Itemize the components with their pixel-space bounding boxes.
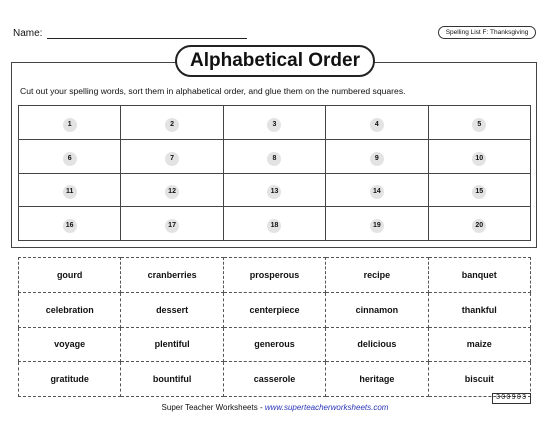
numbered-square bbox=[121, 207, 223, 241]
word-card: celebration bbox=[19, 292, 121, 327]
word-card: biscuit bbox=[428, 362, 530, 397]
square-number: 14 bbox=[370, 185, 384, 199]
square-number: 16 bbox=[63, 219, 77, 233]
numbered-square bbox=[326, 106, 428, 140]
numbered-square bbox=[121, 139, 223, 173]
word-row bbox=[19, 327, 531, 362]
word-cards bbox=[18, 257, 531, 397]
numbered-square bbox=[19, 139, 121, 173]
word-card: gourd bbox=[19, 258, 121, 293]
instructions: Cut out your spelling words, sort them in alphabetical order, and glue them on the numbered squares. bbox=[20, 86, 406, 96]
word-row bbox=[19, 292, 531, 327]
page-title: Alphabetical Order bbox=[175, 45, 375, 77]
numbered-square bbox=[428, 139, 530, 173]
word-row bbox=[19, 258, 531, 293]
grid-row bbox=[19, 207, 531, 241]
numbered-square bbox=[19, 106, 121, 140]
word-card: cranberries bbox=[121, 258, 223, 293]
square-number: 15 bbox=[472, 185, 486, 199]
square-number: 18 bbox=[267, 219, 281, 233]
numbered-square bbox=[428, 173, 530, 207]
footer-separator: - bbox=[257, 403, 265, 412]
footer-brand: Super Teacher Worksheets bbox=[161, 403, 258, 412]
square-number: 3 bbox=[267, 118, 281, 132]
square-number: 4 bbox=[370, 118, 384, 132]
footer-site-link[interactable]: www.superteacherworksheets.com bbox=[264, 403, 389, 412]
square-number: 9 bbox=[370, 152, 384, 166]
square-number: 12 bbox=[165, 185, 179, 199]
word-card: banquet bbox=[428, 258, 530, 293]
square-number: 5 bbox=[472, 118, 486, 132]
name-label: Name: bbox=[13, 28, 43, 39]
square-number: 2 bbox=[165, 118, 179, 132]
numbered-square bbox=[326, 173, 428, 207]
grid-row bbox=[19, 139, 531, 173]
word-card: plentiful bbox=[121, 327, 223, 362]
numbered-square bbox=[223, 139, 325, 173]
word-card: thankful bbox=[428, 292, 530, 327]
numbered-square bbox=[223, 106, 325, 140]
worksheet-code: 300903 bbox=[492, 393, 531, 404]
word-card: delicious bbox=[326, 327, 428, 362]
square-number: 7 bbox=[165, 152, 179, 166]
numbered-square bbox=[19, 207, 121, 241]
word-card: recipe bbox=[326, 258, 428, 293]
square-number: 10 bbox=[472, 152, 486, 166]
square-number: 11 bbox=[63, 185, 77, 199]
grid-row bbox=[19, 173, 531, 207]
word-card: cinnamon bbox=[326, 292, 428, 327]
word-card: generous bbox=[223, 327, 325, 362]
word-card: dessert bbox=[121, 292, 223, 327]
word-card: centerpiece bbox=[223, 292, 325, 327]
word-card: bountiful bbox=[121, 362, 223, 397]
numbered-square bbox=[428, 207, 530, 241]
word-card: heritage bbox=[326, 362, 428, 397]
word-row bbox=[19, 362, 531, 397]
word-card: maize bbox=[428, 327, 530, 362]
numbered-square bbox=[223, 173, 325, 207]
square-number: 13 bbox=[267, 185, 281, 199]
word-card: gratitude bbox=[19, 362, 121, 397]
square-number: 1 bbox=[63, 118, 77, 132]
square-number: 20 bbox=[472, 219, 486, 233]
word-card: voyage bbox=[19, 327, 121, 362]
name-line bbox=[47, 38, 247, 39]
square-number: 17 bbox=[165, 219, 179, 233]
word-card: prosperous bbox=[223, 258, 325, 293]
numbered-square bbox=[121, 106, 223, 140]
square-number: 8 bbox=[267, 152, 281, 166]
numbered-square bbox=[223, 207, 325, 241]
numbered-square bbox=[428, 106, 530, 140]
numbered-square bbox=[326, 139, 428, 173]
word-card: casserole bbox=[223, 362, 325, 397]
numbered-square bbox=[326, 207, 428, 241]
footer bbox=[0, 403, 550, 412]
spelling-list-badge: Spelling List F: Thanksgiving bbox=[438, 26, 536, 39]
grid-row bbox=[19, 106, 531, 140]
numbered-square bbox=[121, 173, 223, 207]
square-number: 6 bbox=[63, 152, 77, 166]
numbered-grid bbox=[18, 105, 531, 241]
square-number: 19 bbox=[370, 219, 384, 233]
numbered-square bbox=[19, 173, 121, 207]
